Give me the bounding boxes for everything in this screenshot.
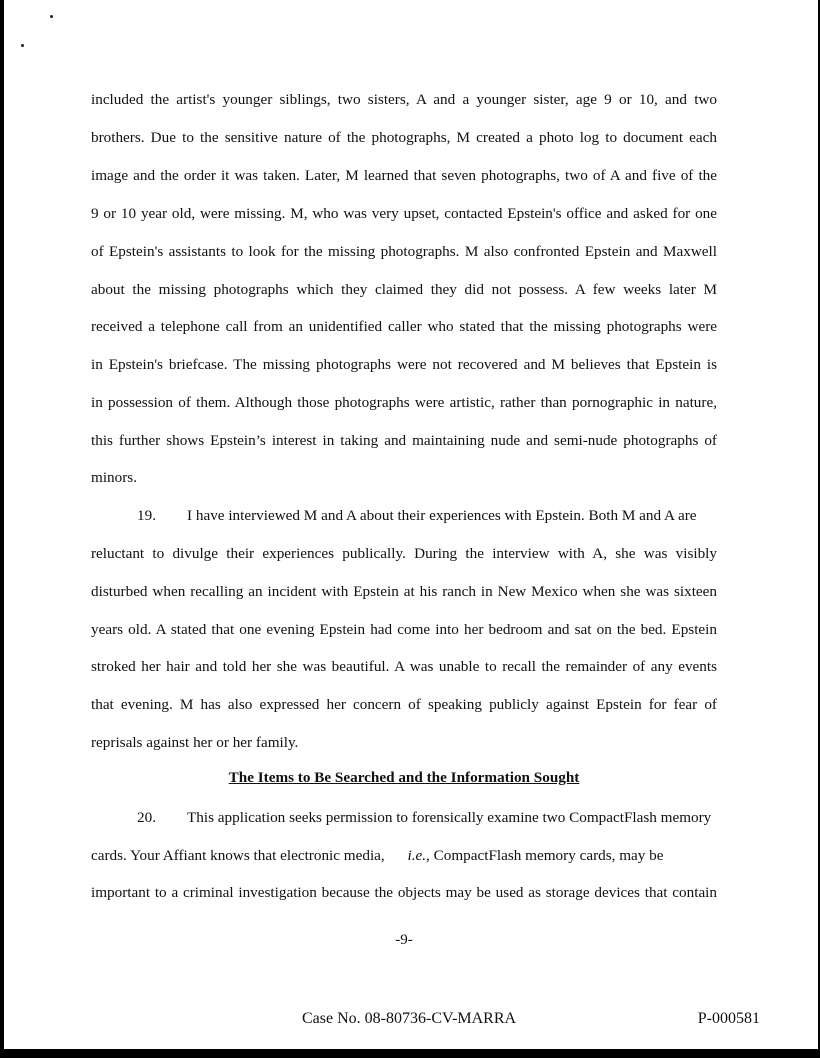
text-line: in possession of them. Although those photographs were artistic, rather than pornographic in nature, xyxy=(91,394,717,411)
text-line: image and the order it was taken. Later, M learned that seven photographs, two of A and five of the xyxy=(91,167,717,184)
scan-speck xyxy=(50,15,53,18)
text-span: I have interviewed M and A about their experiences with Epstein. Both M and A are xyxy=(187,507,697,524)
text-line: of Epstein's assistants to look for the missing photographs. M also confronted Epstein and Maxwell xyxy=(91,243,717,260)
page-number: -9- xyxy=(395,932,413,948)
text-span: cards. Your Affiant knows that electronic media, xyxy=(91,847,385,864)
text-line: received a telephone call from an unidentified caller who stated that the missing photographs were xyxy=(91,318,717,335)
italic-abbreviation: i.e. xyxy=(407,847,427,864)
paragraph-first-line xyxy=(91,808,717,828)
paragraph-first-line xyxy=(91,506,717,526)
text-line: included the artist's younger siblings, two sisters, A and a younger sister, age 9 or 10, and two xyxy=(91,91,717,108)
scan-speck xyxy=(21,44,24,47)
paragraph-number: 19. xyxy=(137,507,156,524)
text-line: disturbed when recalling an incident with Epstein at his ranch in New Mexico when she was sixteen xyxy=(91,583,717,600)
text-line: minors. xyxy=(91,469,137,486)
text-line: important to a criminal investigation because the objects may be used as storage devices that contain xyxy=(91,884,717,901)
text-line: in Epstein's briefcase. The missing photographs were not recovered and M believes that Epstein is xyxy=(91,356,717,373)
text-line: brothers. Due to the sensitive nature of the photographs, M created a photo log to document each xyxy=(91,129,717,146)
scan-border-bottom xyxy=(0,1049,820,1058)
scan-border-left xyxy=(0,0,4,1058)
paragraph-number: 20. xyxy=(137,809,156,826)
text-span: , CompactFlash memory cards, may be xyxy=(426,847,664,864)
bates-number: P-000581 xyxy=(697,1010,760,1027)
text-line: reluctant to divulge their experiences publically. During the interview with A, she was visibly xyxy=(91,545,717,562)
text-line: about the missing photographs which they claimed they did not possess. A few weeks later M xyxy=(91,281,717,298)
text-line: 9 or 10 year old, were missing. M, who was very upset, contacted Epstein's office and asked for one xyxy=(91,205,717,222)
text-span: This application seeks permission to forensically examine two CompactFlash memory xyxy=(187,809,712,826)
text-line: years old. A stated that one evening Epstein had come into her bedroom and sat on the bed. Epstein xyxy=(91,621,717,638)
text-line: reprisals against her or her family. xyxy=(91,734,299,751)
text-line: that evening. M has also expressed her concern of speaking publicly against Epstein for fear of xyxy=(91,696,717,713)
text-line xyxy=(91,846,717,866)
case-number: Case No. 08-80736-CV-MARRA xyxy=(302,1010,517,1027)
text-line: stroked her hair and told her she was beautiful. A was unable to recall the remainder of any events xyxy=(91,658,717,675)
section-heading: The Items to Be Searched and the Information Sought xyxy=(228,769,580,786)
text-line: this further shows Epstein’s interest in taking and maintaining nude and semi-nude photographs of xyxy=(91,432,717,449)
